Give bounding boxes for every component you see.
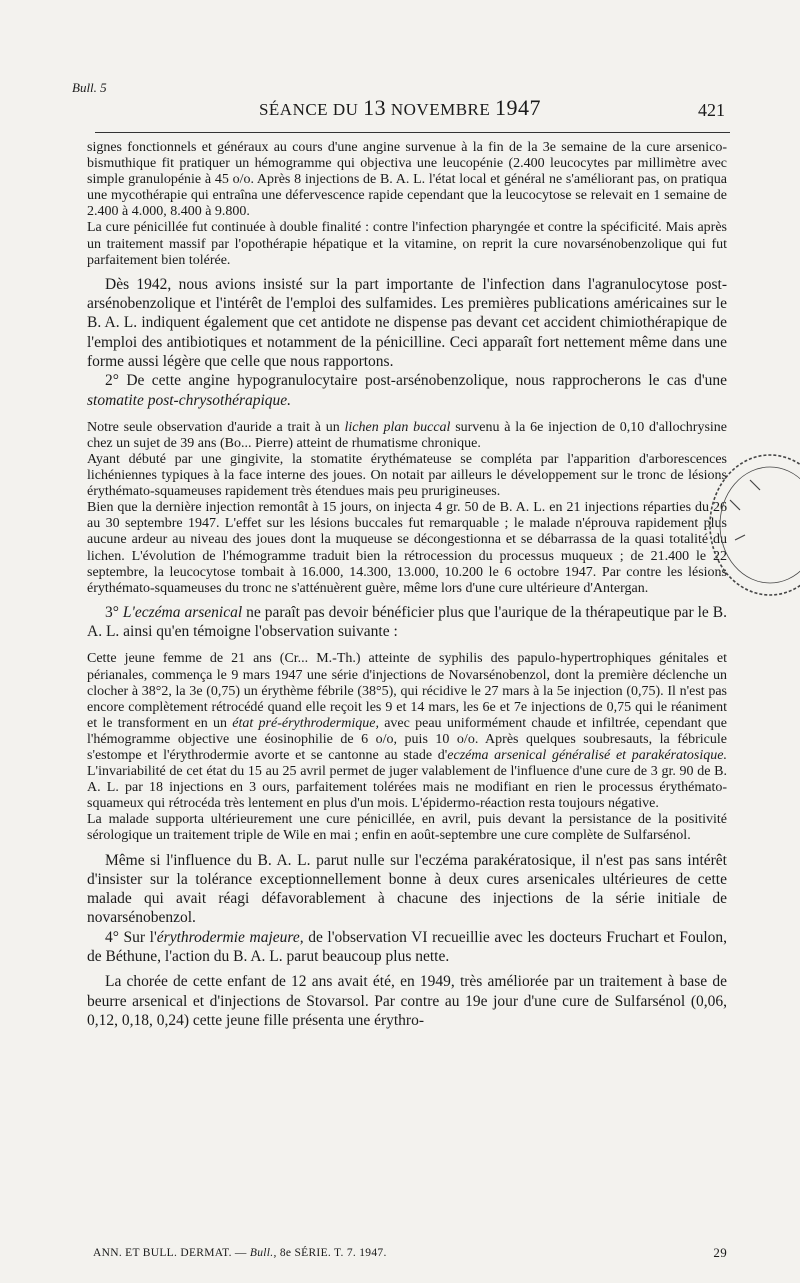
paragraph-4-text: 2° De cette angine hypogranulocytaire post-arsénobenzolique, nous rapprocherons le cas d'une: [105, 372, 727, 390]
title-day: 13: [363, 95, 387, 120]
running-head: Bull. 5: [72, 80, 107, 95]
footer-citation-b: 8e SÉRIE. T. 7. 1947.: [276, 1247, 387, 1259]
footer-citation-a: ANN. ET BULL. DERMAT. —: [93, 1247, 250, 1259]
paragraph-6: Ayant débuté par une gingivite, la stomatite érythémateuse se compléta par l'apparition d'arborescences lichéniennes typiques à la face interne des joues. On notait par ailleurs le développement sur le tronc de lésions érythémato-squameuses rapidement très étendues mais peu prurigineuses.: [87, 452, 727, 500]
paragraph-9-text-c: L'invariabilité de cet état du 15 au 25 avril permet de juger valablement de l'influence d'une cure de 3 gr. 90 de B. A. L. par 18 injections en 3 ours, parfaitement tolérées mais ne modifiant en rien le processus érythémato-squameux qui rétrocéda très lentement en plus d'un mois. L'épidermo-réaction resta toujours négative.: [87, 764, 727, 812]
paragraph-7: Bien que la dernière injection remontât à 15 jours, on injecta 4 gr. 50 de B. A. L. en 21 injections réparties du 26 au 30 septembre 1947. L'effet sur les lésions buccales fut remarquable ; le malade n'éprouva rapidement plus aucune ardeur au niveau des joues dont la muqueuse se décongestionna et se débarrassa de la quasi totalité du lichen. L'évolution de l'hémogramme traduit bien la rétrocession du processus muqueux ; de 21.400 le 22 septembre, la leucocytose tombait à 16.000, 14.300, 13.000, 10.200 le 6 octobre 1947. Par contre les lésions érythémato-squameuses du tronc ne s'atténuèrent guère, même lors d'une cure ultérieure d'Antergan.: [87, 500, 727, 596]
paragraph-12-text-a: 4° Sur l': [105, 928, 157, 946]
paragraph-8-text-b: ne paraît pas devoir bénéficier plus que l'aurique de la thérapeutique par le B. A. L. ainsi qu'en témoigne l'observation suivante :: [87, 603, 727, 641]
paragraph-1: signes fonctionnels et généraux au cours d'une angine survenue à la fin de la 3e semaine de la cure arsenico-bismuthique fit pratiquer un hémogramme qui objectiva une leucopénie (2.400 leucocytes par millimètre avec simple granulopénie à 45 o/o. Après 8 injections de B. A. L. l'état local et général ne s'améliorant pas, on pratiqua une mycothérapie qui entraîna une défervescence rapide cependant que la leucocytose se relevait en 1 semaine de 2.400 à 4.000, 8.400 à 9.800.: [87, 140, 727, 220]
header-rule: [95, 132, 730, 133]
paragraph-9-emphasis-1: état pré-érythrodermique,: [232, 715, 379, 731]
paragraph-4: [87, 371, 727, 410]
footer-citation: [93, 1247, 387, 1259]
paragraph-9: [87, 651, 727, 812]
paragraph-5-text-b: survenu à la 6e injection de 0,10 d'allochrysine chez un sujet de 39 ans (Bo... Pierre) atteint de rhumatisme chronique.: [87, 419, 727, 451]
article-body: [87, 140, 727, 1030]
paragraph-5-text-a: Notre seule observation d'auride a trait à un: [87, 419, 345, 435]
paragraph-9-text-a: Cette jeune femme de 21 ans (Cr... M.-Th.) atteinte de syphilis des papulo-hypertrophiques génitales et périanales, commença le 9 mars 1947 une série d'injections de Novarsénobenzol, dont la première déclenche un clocher à 38°2, la 3e (0,75) un érythème fébrile (38°5), qui récidive le 27 mars à la 5e injection (0,75). Il n'est pas encore complètement rétrocédé quand elle reçoit les 9 et 14 mars, les 6e et 7e injections de 0,75 qui le réaniment et le transforment en un: [87, 651, 727, 731]
footer-citation-emphasis: Bull.,: [249, 1247, 277, 1259]
page-number: 421: [698, 100, 725, 120]
paragraph-10: La malade supporta ultérieurement une cure pénicillée, en avril, puis devant la persistance de la positivité sérologique un traitement triple de Wile en mai ; enfin en août-septembre une cure complète de Sulfarsénol.: [87, 812, 727, 844]
paragraph-8-text-a: 3°: [105, 603, 123, 621]
paragraph-5-emphasis: lichen plan buccal: [344, 419, 451, 435]
title-year: 1947: [495, 95, 542, 120]
title-month: NOVEMBRE: [390, 100, 491, 119]
page-title: [0, 95, 800, 121]
paragraph-9-emphasis-2: eczéma arsenical généralisé et parakératosique.: [447, 748, 727, 764]
paragraph-9-text-b: avec peau uniformément chaude et infiltrée, cependant que l'hémogramme objective une éosinophilie de 6 o/o, puis 10 o/o. Après quelques soubresauts, la fébricule s'estompe et l'érythrodermie avorte et se cantonne au stade d': [87, 715, 727, 764]
signature-mark: 29: [713, 1245, 727, 1260]
paragraph-12-text-b: de l'observation VI recueillie avec les docteurs Fruchart et Foulon, de Béthune, l'action du B. A. L. parut beaucoup plus nette.: [87, 928, 728, 966]
paragraph-2: La cure pénicillée fut continuée à double finalité : contre l'infection pharyngée et contre la spécificité. Mais après un traitement massif par l'opothérapie hépatique et la vitamine, on reprit la cure novarsénobenzolique qui fut parfaitement bien tolérée.: [87, 220, 727, 268]
library-stamp-icon: [700, 440, 800, 610]
paragraph-8: [87, 603, 727, 642]
paragraph-3: Dès 1942, nous avions insisté sur la part importante de l'infection dans l'agranulocytose post-arsénobenzolique et l'intérêt de l'emploi des sulfamides. Les premières publications américaines sur le B. A. L. indiquent également que cet antidote ne dispense pas devant cet accident chimiothérapique de l'emploi des antibiotiques et notamment de la pénicilline. Ceci apparaît fort nettement même dans une forme aussi légère que celle que nous rapportons.: [87, 275, 727, 370]
title-prefix: SÉANCE DU: [258, 100, 359, 119]
paragraph-5: [87, 420, 727, 452]
paragraph-13: La chorée de cette enfant de 12 ans avait été, en 1949, très améliorée par un traitement à base de beurre arsenical et d'injections de Stovarsol. Par contre au 19e jour d'une cure de Sulfarsénol (0,06, 0,12, 0,18, 0,24) cette jeune fille présenta une érythro-: [87, 973, 727, 1029]
paragraph-4-emphasis: stomatite post-chrysothérapique.: [87, 391, 292, 409]
paragraph-8-emphasis: L'eczéma arsenical: [122, 603, 243, 621]
paragraph-12: [87, 928, 727, 967]
paragraph-12-emphasis: érythrodermie majeure,: [156, 928, 304, 946]
paragraph-11: Même si l'influence du B. A. L. parut nulle sur l'eczéma parakératosique, il n'est pas sans intérêt d'insister sur la tolérance exceptionnellement bonne à deux cures arsenicales ultérieures de cette malade qui avait réagi défavorablement à chacune des injections de la série initiale de novarsénobenzol.: [87, 851, 727, 927]
